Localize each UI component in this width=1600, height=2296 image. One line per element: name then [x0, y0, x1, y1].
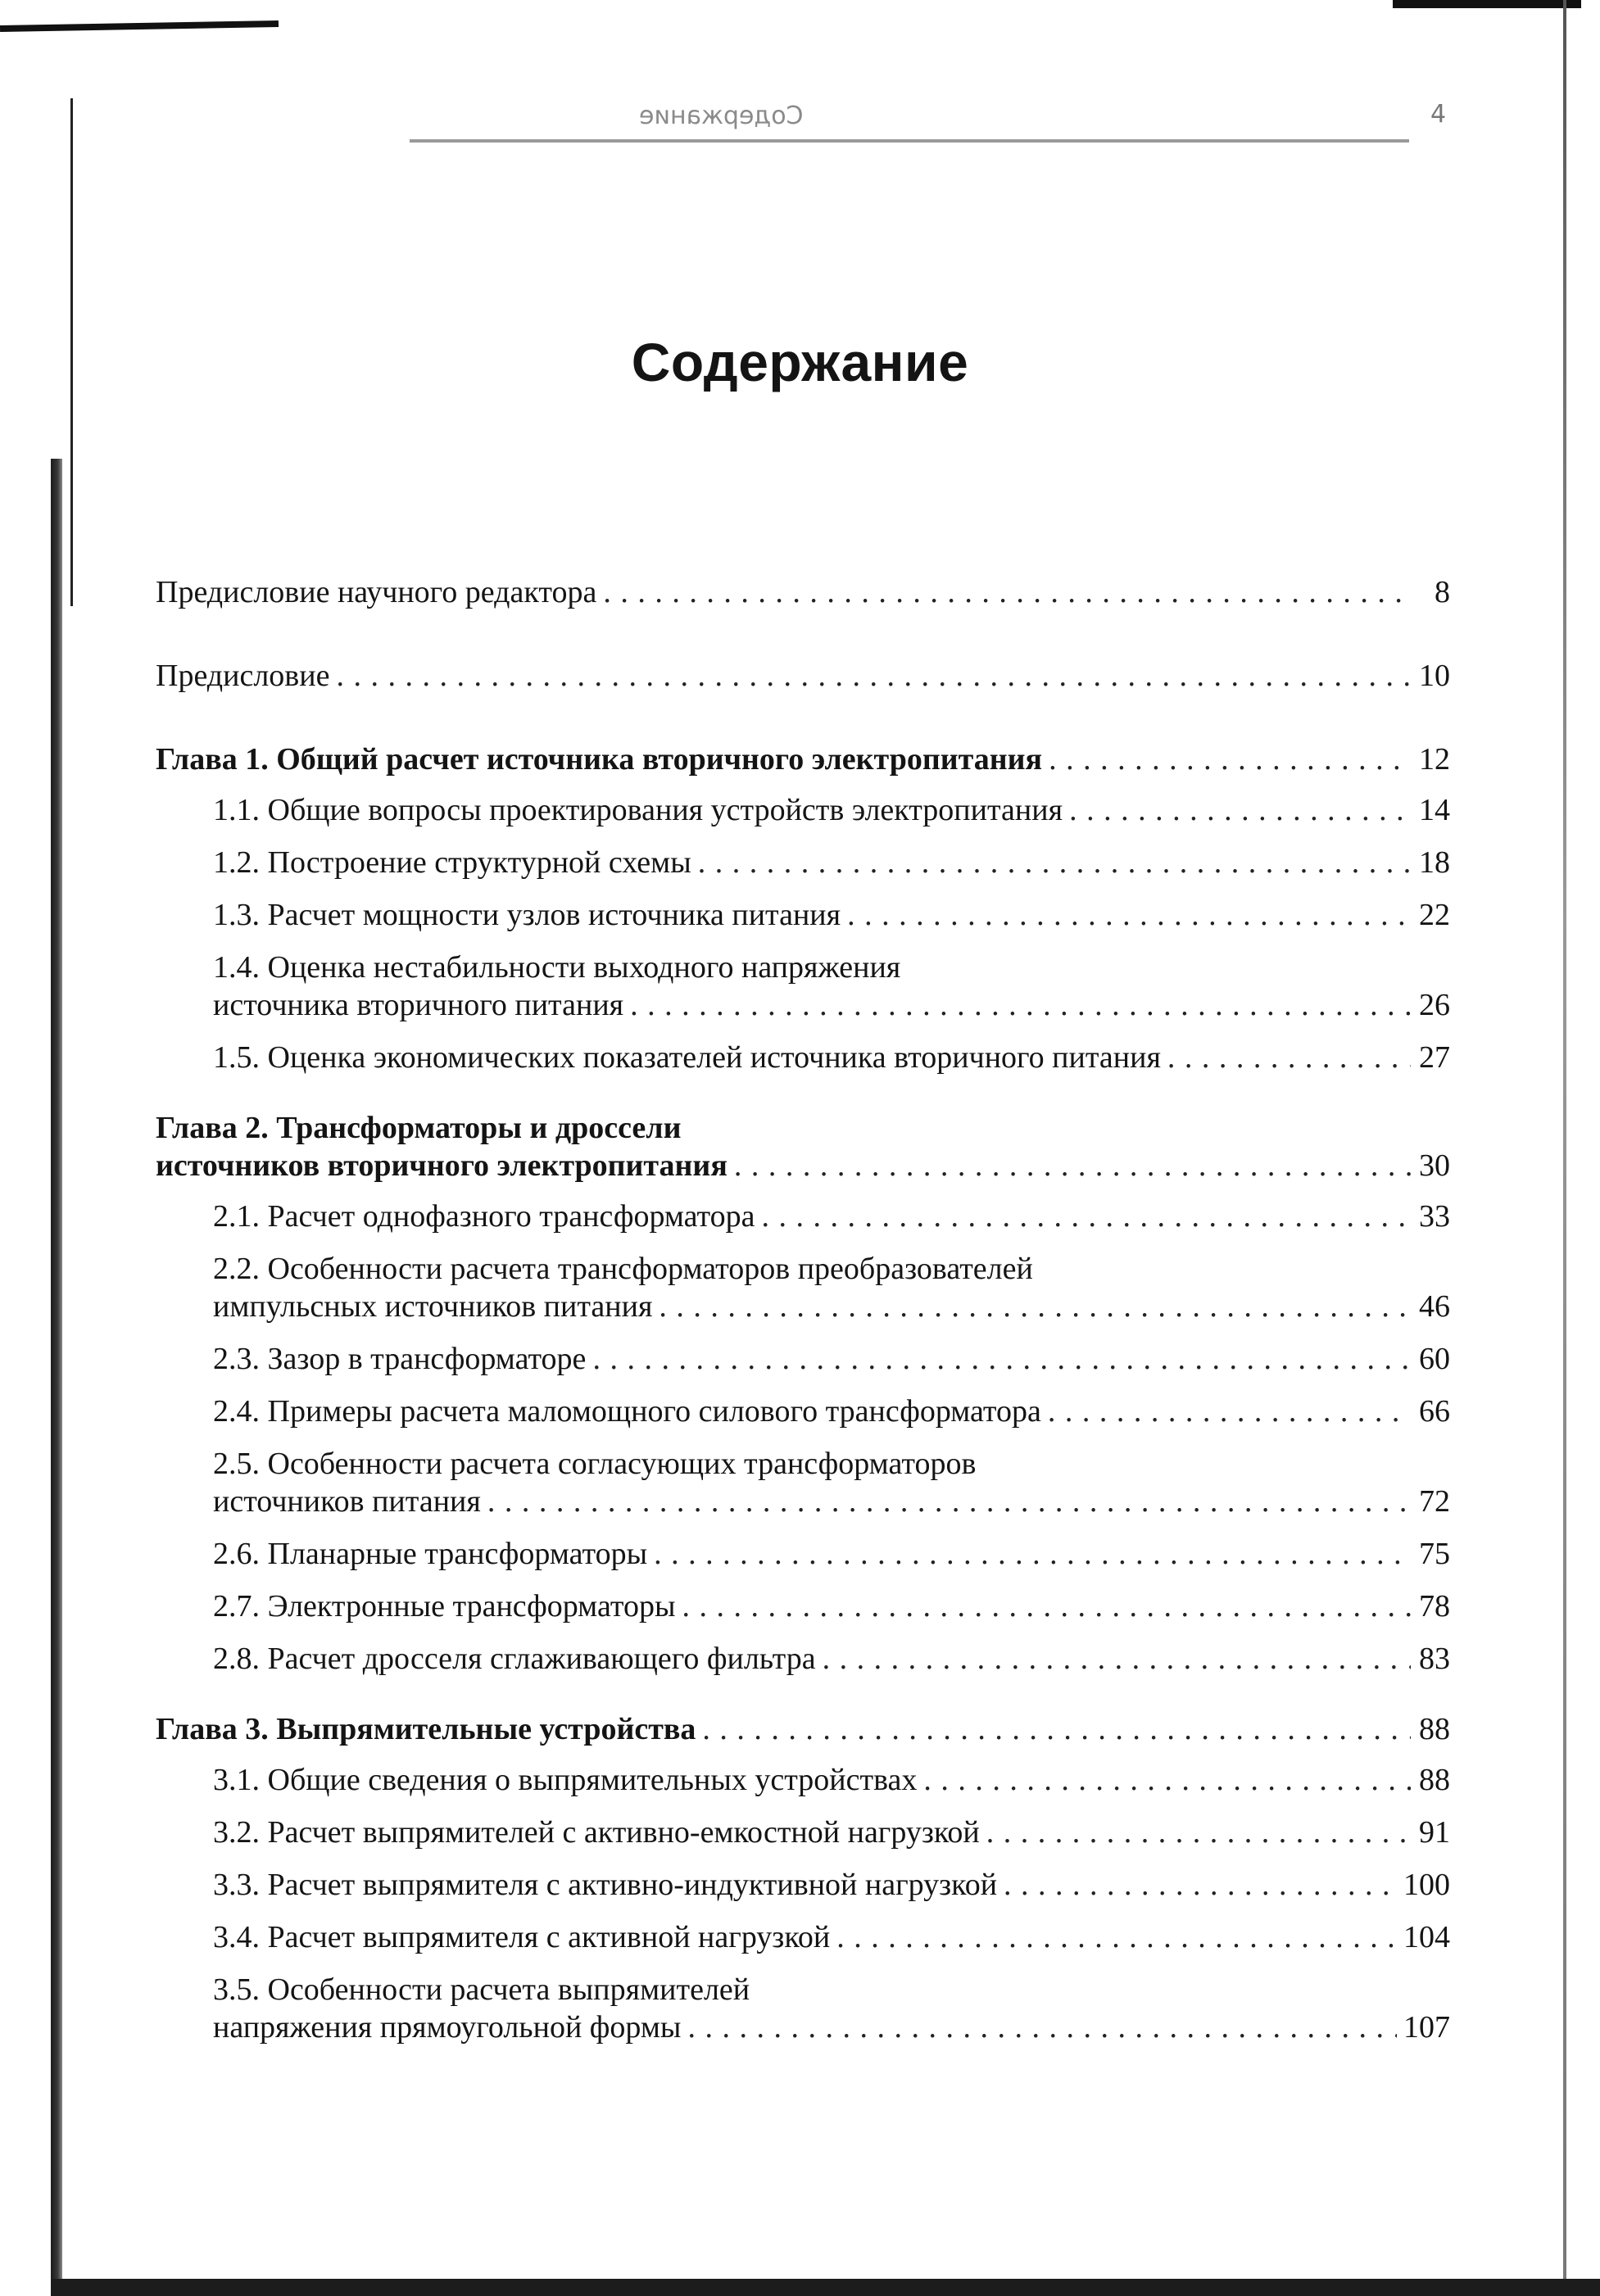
- toc-entry-section[interactable]: [156, 1918, 1450, 1956]
- dot-leader: [1069, 791, 1411, 829]
- toc-entry-section[interactable]: [156, 1445, 1450, 1520]
- toc-entry-label: источников питания: [213, 1484, 481, 1519]
- toc-entry-top[interactable]: [156, 657, 1450, 695]
- toc-entry-first-line: 1.4. Оценка нестабильности выходного напряжения: [213, 950, 901, 985]
- scan-edge-left: [51, 459, 62, 2285]
- toc-entry-page-number: 83: [1419, 1642, 1450, 1676]
- dot-leader: [687, 2008, 1397, 2046]
- toc-entry-page-number: 26: [1419, 988, 1450, 1022]
- dot-leader: [336, 657, 1411, 695]
- toc-entry-section[interactable]: [156, 1198, 1450, 1235]
- toc-entry-top[interactable]: [156, 573, 1450, 611]
- toc-entry-page-number: 27: [1419, 1040, 1450, 1075]
- toc-entry-row: [213, 1866, 1450, 1904]
- dot-leader: [682, 1587, 1411, 1625]
- toc-entry-page-number: 12: [1419, 742, 1450, 777]
- toc-entry-row: [156, 740, 1450, 778]
- toc-entry-section[interactable]: [156, 1866, 1450, 1904]
- toc-entry-row: [156, 573, 1450, 611]
- toc-entry-label: 2.3. Зазор в трансформаторе: [213, 1342, 587, 1376]
- toc-entry-row: [213, 986, 1450, 1024]
- toc-entry-label: импульсных источников питания: [213, 1289, 653, 1324]
- toc-entry-row: [213, 1814, 1450, 1851]
- toc-entry-page-number: 104: [1403, 1920, 1450, 1954]
- toc-entry-row: [156, 1147, 1450, 1184]
- toc-entry-chapter[interactable]: [156, 1109, 1450, 1184]
- toc-entry-label: 1.2. Построение структурной схемы: [213, 845, 691, 880]
- toc-entry-row: [213, 1288, 1450, 1325]
- toc-entry-section[interactable]: [156, 896, 1450, 934]
- bleed-through-header: Содержание: [639, 102, 804, 130]
- toc-entry-page-number: 8: [1435, 575, 1450, 609]
- bleed-through-rule: [410, 139, 1409, 143]
- dot-leader: [836, 1918, 1397, 1956]
- dot-leader: [654, 1535, 1411, 1573]
- toc-entry-section[interactable]: [156, 1535, 1450, 1573]
- toc-entry-page-number: 100: [1403, 1868, 1450, 1902]
- toc-entry-label: 3.1. Общие сведения о выпрямительных устройствах: [213, 1763, 918, 1797]
- toc-entry-section[interactable]: [156, 1761, 1450, 1799]
- toc-entry-page-number: 18: [1419, 845, 1450, 880]
- toc-entry-row: [213, 1918, 1450, 1956]
- dot-leader: [592, 1340, 1411, 1378]
- toc-entry-first-line: 2.2. Особенности расчета трансформаторов преобразователей: [213, 1252, 1033, 1286]
- toc-entry-label: 2.1. Расчет однофазного трансформатора: [213, 1199, 755, 1234]
- toc-entry-section[interactable]: [156, 1039, 1450, 1076]
- toc-entry-page-number: 88: [1419, 1712, 1450, 1746]
- toc-entry-label: Предисловие: [156, 659, 330, 693]
- toc-entry-row: [213, 1340, 1450, 1378]
- dot-leader: [762, 1198, 1411, 1235]
- toc-entry-row: [156, 657, 1450, 695]
- toc-entry-section[interactable]: [156, 1587, 1450, 1625]
- dot-leader: [1004, 1866, 1397, 1904]
- toc-entry-row: [156, 1710, 1450, 1748]
- toc-entry-page-number: 107: [1403, 2010, 1450, 2045]
- toc-entry-section[interactable]: [156, 1814, 1450, 1851]
- toc-entry-label: 1.1. Общие вопросы проектирования устройств электропитания: [213, 793, 1063, 827]
- toc-entry-chapter[interactable]: [156, 1710, 1450, 1748]
- dot-leader: [1167, 1039, 1411, 1076]
- scan-edge-top-left: [0, 20, 279, 32]
- toc-entry-first-line: 3.5. Особенности расчета выпрямителей: [213, 1972, 750, 2007]
- dot-leader: [630, 986, 1411, 1024]
- toc-entry-page-number: 22: [1419, 898, 1450, 932]
- toc-entry-label: источника вторичного питания: [213, 988, 624, 1022]
- scan-edge-top-right: [1393, 0, 1581, 8]
- dot-leader: [659, 1288, 1411, 1325]
- toc-entry-page-number: 72: [1419, 1484, 1450, 1519]
- toc-entry-row: [213, 844, 1450, 881]
- toc-entry-page-number: 10: [1419, 659, 1450, 693]
- dot-leader: [603, 573, 1411, 611]
- toc-entry-row: [213, 1761, 1450, 1799]
- toc-entry-label: 3.3. Расчет выпрямителя с активно-индуктивной нагрузкой: [213, 1868, 998, 1902]
- toc-entry-section[interactable]: [156, 791, 1450, 829]
- toc-entry-label: 2.8. Расчет дросселя сглаживающего фильтра: [213, 1642, 816, 1676]
- toc-entry-page-number: 14: [1419, 793, 1450, 827]
- toc-entry-page-number: 30: [1419, 1148, 1450, 1183]
- toc-entry-page-number: 91: [1419, 1815, 1450, 1850]
- toc-entry-label: Глава 3. Выпрямительные устройства: [156, 1712, 696, 1746]
- toc-entry-page-number: 60: [1419, 1342, 1450, 1376]
- toc-entry-section[interactable]: [156, 1393, 1450, 1430]
- dot-leader: [698, 844, 1411, 881]
- toc-entry-label: 3.4. Расчет выпрямителя с активной нагрузкой: [213, 1920, 831, 1954]
- toc-entry-page-number: 78: [1419, 1589, 1450, 1624]
- toc-entry-label: Предисловие научного редактора: [156, 575, 597, 609]
- dot-leader: [986, 1814, 1411, 1851]
- dot-leader: [487, 1483, 1411, 1520]
- toc-entry-row: [213, 896, 1450, 934]
- toc-entry-row: [213, 1393, 1450, 1430]
- toc-entry-label: Глава 1. Общий расчет источника вторичного электропитания: [156, 742, 1043, 777]
- toc-entry-row: [213, 1535, 1450, 1573]
- toc-entry-row: [213, 1640, 1450, 1678]
- toc-entry-row: [213, 1483, 1450, 1520]
- toc-entry-section[interactable]: [156, 844, 1450, 881]
- toc-entry-row: [213, 791, 1450, 829]
- toc-entry-section[interactable]: [156, 1640, 1450, 1678]
- toc-entry-page-number: 75: [1419, 1537, 1450, 1571]
- toc-entry-label: 3.2. Расчет выпрямителей с активно-емкостной нагрузкой: [213, 1815, 980, 1850]
- page-title: Содержание: [631, 332, 969, 392]
- toc-entry-page-number: 46: [1419, 1289, 1450, 1324]
- toc-entry-row: [213, 1587, 1450, 1625]
- toc-entry-section[interactable]: [156, 949, 1450, 1024]
- toc-entry-label: 2.7. Электронные трансформаторы: [213, 1589, 676, 1624]
- toc-entry-section[interactable]: [156, 1250, 1450, 1325]
- dot-leader: [734, 1147, 1411, 1184]
- toc-entry-section[interactable]: [156, 1340, 1450, 1378]
- toc-entry-page-number: 33: [1419, 1199, 1450, 1234]
- toc-entry-row: [213, 2008, 1450, 2046]
- dot-leader: [702, 1710, 1411, 1748]
- toc-entry-first-line: Глава 2. Трансформаторы и дроссели: [156, 1111, 682, 1145]
- toc-entry-chapter[interactable]: [156, 740, 1450, 778]
- dot-leader: [823, 1640, 1411, 1678]
- dot-leader: [1048, 1393, 1411, 1430]
- bleed-through-page-number: 4: [1430, 100, 1447, 129]
- scan-edge-bottom: [51, 2279, 1600, 2296]
- toc-entry-page-number: 88: [1419, 1763, 1450, 1797]
- toc-entry-label: 2.6. Планарные трансформаторы: [213, 1537, 648, 1571]
- toc-entry-page-number: 66: [1419, 1394, 1450, 1429]
- toc-entry-label: напряжения прямоугольной формы: [213, 2010, 682, 2045]
- dot-leader: [1049, 740, 1411, 778]
- toc-entry-label: 1.3. Расчет мощности узлов источника питания: [213, 898, 841, 932]
- toc-entry-row: [213, 1039, 1450, 1076]
- toc-entry-row: [213, 1198, 1450, 1235]
- toc-entry-label: 2.4. Примеры расчета маломощного силового трансформатора: [213, 1394, 1041, 1429]
- toc-entry-section[interactable]: [156, 1971, 1450, 2046]
- dot-leader: [923, 1761, 1411, 1799]
- toc-entry-label: 1.5. Оценка экономических показателей источника вторичного питания: [213, 1040, 1161, 1075]
- table-of-contents: [156, 573, 1450, 2061]
- dot-leader: [847, 896, 1411, 934]
- toc-entry-first-line: 2.5. Особенности расчета согласующих трансформаторов: [213, 1447, 977, 1481]
- toc-entry-label: источников вторичного электропитания: [156, 1148, 727, 1183]
